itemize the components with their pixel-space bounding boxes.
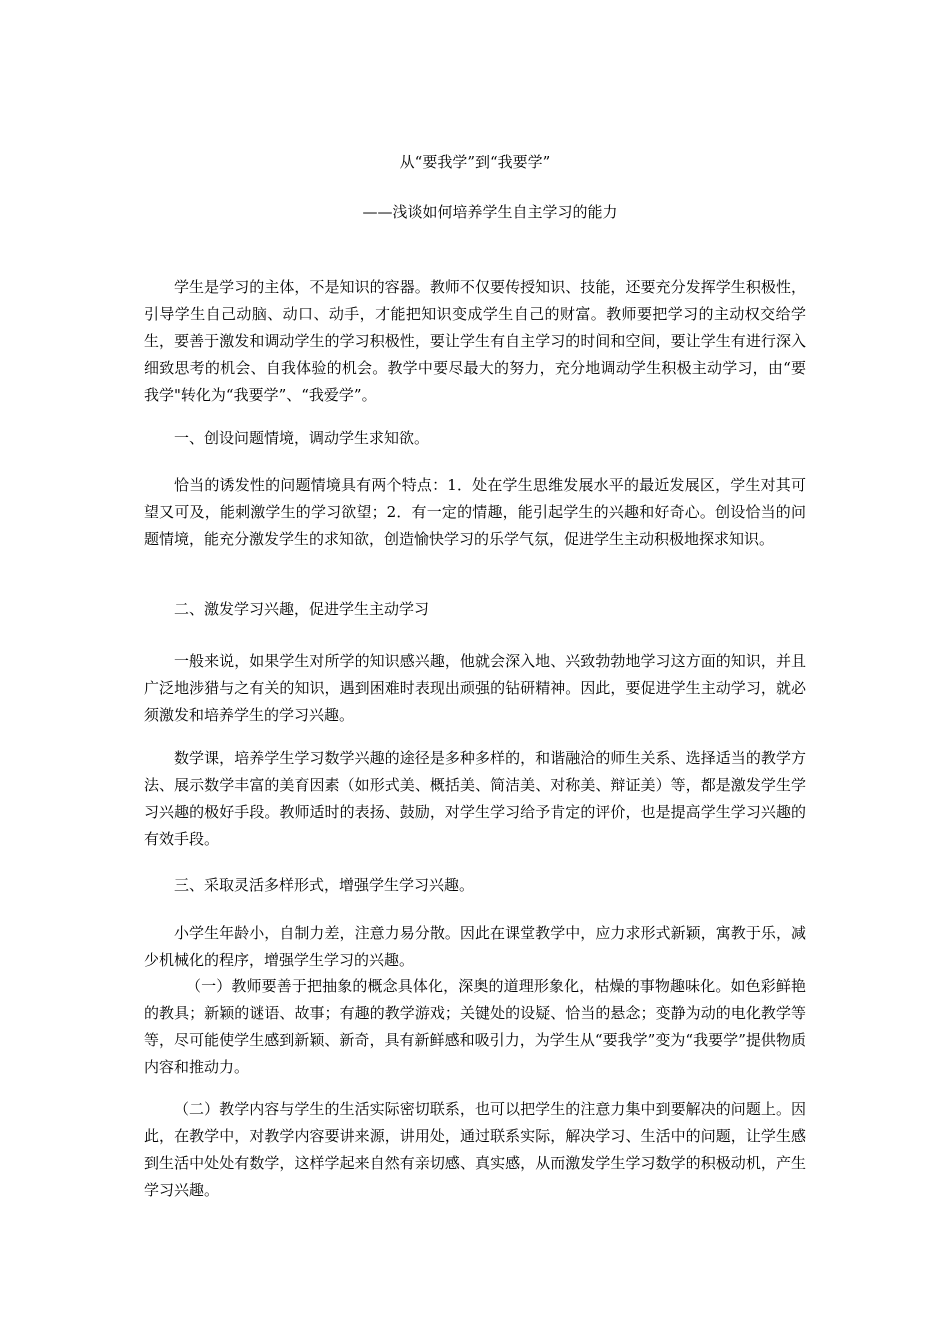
paragraph-pupils: 小学生年龄小，自制力差，注意力易分散。因此在课堂教学中，应力求形式新颖，寓教于乐，减少机械化的程序，增强学生学习的兴趣。: [144, 924, 806, 969]
paragraph-intro: 学生是学习的主体，不是知识的容器。教师不仅要传授知识、技能，还要充分发挥学生积极性，引导学生自己动脑、动口、动手，才能把知识变成学生自己的财富。教师要把学习的主动权交给学生，要善于激发和调动学生的学习积极性，要让学生有自主学习的时间和空间，要让学生有进行深入细致思考的机会、自我体验的机会。教学中要尽最大的努力，充分地调动学生积极主动学习，由“要我学"转化为“我要学”、“我爱学”。: [144, 278, 806, 404]
paragraph-interest-general: 一般来说，如果学生对所学的知识感兴趣，他就会深入地、兴致勃勃地学习这方面的知识，并且广泛地涉猎与之有关的知识，遇到困难时表现出顽强的钻研精神。因此，要促进学生主动学习，就必须激发和培养学生的学习兴趣。: [144, 652, 806, 724]
section-heading-1: 一、创设问题情境，调动学生求知欲。: [174, 429, 430, 447]
section-heading-2: 二、激发学习兴趣，促进学生主动学习: [174, 600, 430, 618]
document-title: 从“要我学”到“我要学”: [399, 153, 551, 171]
paragraph-problem-situation: 恰当的诱发性的问题情境具有两个特点：1．处在学生思维发展水平的最近发展区，学生对其可望又可及，能刺激学生的学习欲望；2．有一定的情趣，能引起学生的兴趣和好奇心。创设恰当的问题情境，能充分激发学生的求知欲，创造愉快学习的乐学气氛，促进学生主动积极地探求知识。: [144, 476, 806, 548]
paragraph-sub-1: （一）教师要善于把抽象的概念具体化，深奥的道理形象化，枯燥的事物趣味化。如色彩鲜艳的教具；新颖的谜语、故事；有趣的教学游戏；关键处的设疑、恰当的悬念；变静为动的电化教学等等，尽可能使学生感到新颖、新奇，具有新鲜感和吸引力，为学生从“要我学”变为“我要学”提供物质内容和推动力。: [144, 977, 806, 1076]
paragraph-math-interest: 数学课，培养学生学习数学兴趣的途径是多种多样的，和谐融洽的师生关系、选择适当的教学方法、展示数学丰富的美育因素（如形式美、概括美、简洁美、对称美、辩证美）等，都是激发学生学习兴趣的极好手段。教师适时的表扬、鼓励，对学生学习给予肯定的评价，也是提高学生学习兴趣的有效手段。: [144, 749, 806, 848]
section-heading-3: 三、采取灵活多样形式，增强学生学习兴趣。: [174, 876, 475, 894]
document-subtitle: ——浅谈如何培养学生自主学习的能力: [362, 203, 618, 221]
paragraph-sub-2: （二）教学内容与学生的生活实际密切联系，也可以把学生的注意力集中到要解决的问题上。因此，在教学中，对教学内容要讲来源，讲用处，通过联系实际，解决学习、生活中的问题，让学生感到生活中处处有数学，这样学起来自然有亲切感、真实感，从而激发学生学习数学的积极动机，产生学习兴趣。: [144, 1100, 806, 1199]
